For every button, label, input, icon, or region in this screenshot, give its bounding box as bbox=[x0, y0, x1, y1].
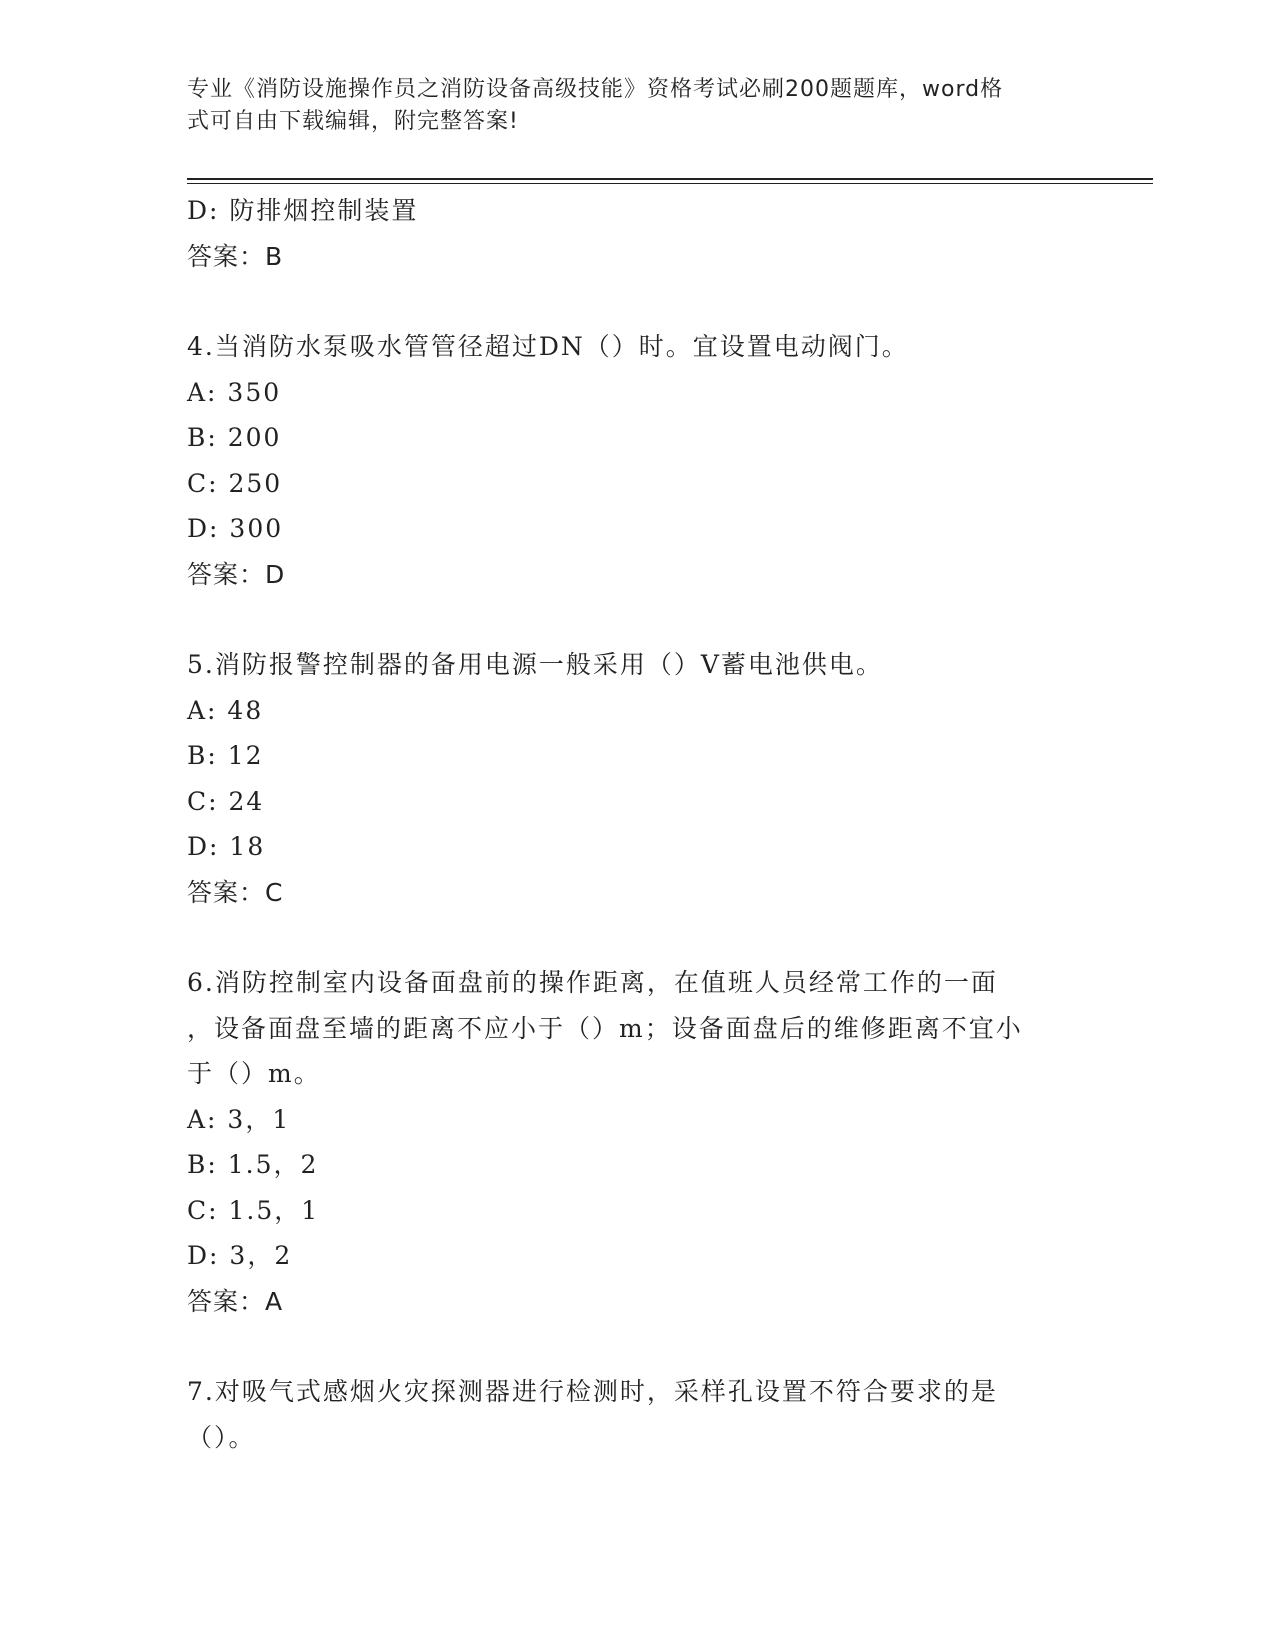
answer-line: 答案：A bbox=[187, 1286, 284, 1316]
option-b: B: 200 bbox=[187, 423, 282, 452]
spacer bbox=[187, 1324, 1087, 1369]
spacer bbox=[187, 279, 1087, 324]
option-c: C: 24 bbox=[187, 786, 265, 816]
question-7 bbox=[187, 1369, 1087, 1460]
question-stem: 4.当消防水泵吸水管管径超过DN（）时。宜设置电动阀门。 bbox=[187, 332, 909, 361]
option-a: A: 350 bbox=[187, 377, 282, 407]
header-divider-thin bbox=[187, 183, 1153, 184]
question-6 bbox=[187, 960, 1087, 1324]
answer-line: 答案：D bbox=[187, 559, 286, 589]
option-d: D: 3，2 bbox=[187, 1241, 293, 1270]
answer-line: 答案：C bbox=[187, 877, 284, 907]
previous-question-tail bbox=[187, 188, 1087, 279]
option-a: A: 48 bbox=[187, 695, 264, 725]
header-divider-thick bbox=[187, 178, 1153, 180]
option-d: D: 300 bbox=[187, 514, 284, 543]
spacer bbox=[187, 915, 1087, 960]
option-d: D: 18 bbox=[187, 832, 266, 861]
option-c: C: 1.5，1 bbox=[187, 1195, 320, 1225]
question-stem-line-2: （）。 bbox=[187, 1422, 256, 1452]
page-header bbox=[187, 74, 1087, 138]
option-c: C: 250 bbox=[187, 468, 283, 498]
option-b: B: 1.5，2 bbox=[187, 1150, 319, 1179]
question-stem-line-3: 于（）m。 bbox=[187, 1059, 321, 1088]
header-line-2: 式可自由下载编辑，附完整答案! bbox=[187, 109, 519, 134]
question-stem-line-1: 7.对吸气式感烟火灾探测器进行检测时，采样孔设置不符合要求的是 bbox=[187, 1377, 998, 1406]
header-line-1: 专业《消防设施操作员之消防设备高级技能》资格考试必刷200题题库，word格 bbox=[187, 77, 1004, 102]
question-stem-line-2: ，设备面盘至墙的距离不应小于（）m；设备面盘后的维修距离不宜小 bbox=[187, 1013, 1023, 1043]
spacer bbox=[187, 597, 1087, 642]
option-a: A: 3，1 bbox=[187, 1104, 291, 1134]
question-5 bbox=[187, 642, 1087, 915]
option-d: D: 防排烟控制装置 bbox=[187, 196, 419, 225]
question-stem-line-1: 6.消防控制室内设备面盘前的操作距离，在值班人员经常工作的一面 bbox=[187, 968, 998, 997]
question-stem: 5.消防报警控制器的备用电源一般采用（）V蓄电池供电。 bbox=[187, 650, 883, 679]
answer-line: 答案：B bbox=[187, 241, 284, 271]
option-b: B: 12 bbox=[187, 741, 264, 770]
question-content bbox=[187, 188, 1087, 1460]
question-4 bbox=[187, 324, 1087, 597]
